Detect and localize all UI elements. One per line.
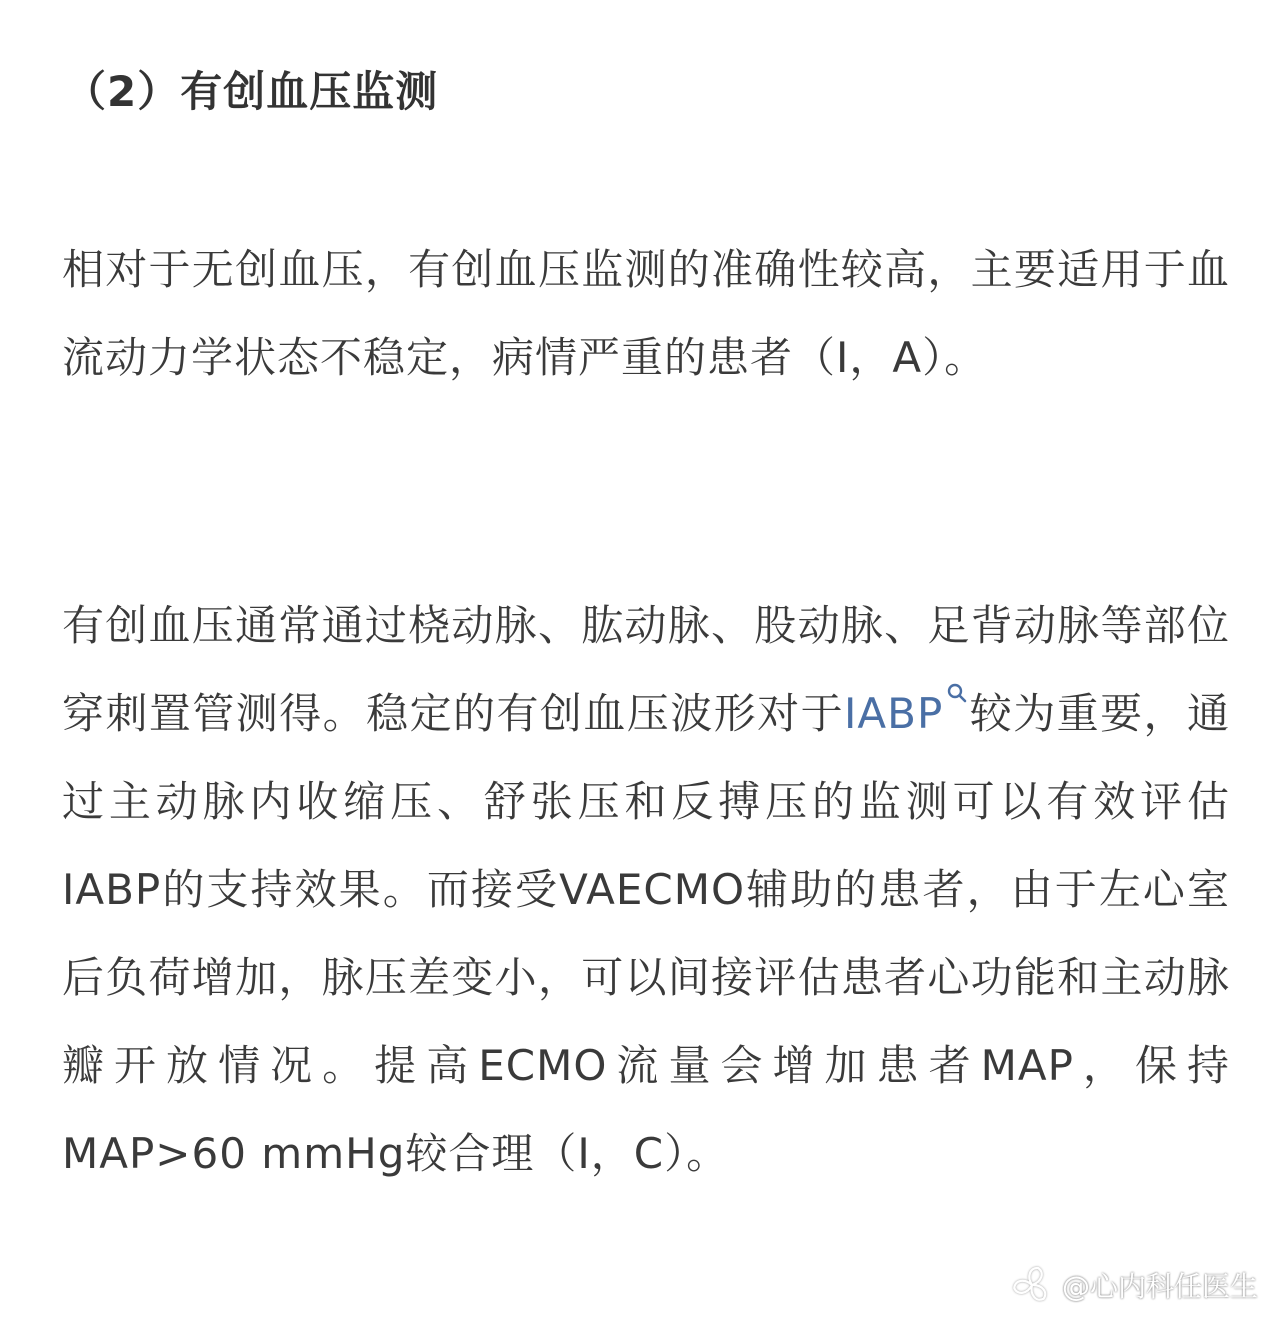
paragraph-text-after-link: 较为重要，通过主动脉内收缩压、舒张压和反搏压的监测可以有效评估IABP的支持效果。而接受VAECMO辅助的患者，由于左心室后负荷增加，脉压差变小，可以间接评估患者心功能和主动脉瓣开放情况。提高ECMO流量会增加患者MAP，保持MAP>60 mmHg较合理（Ⅰ，C）。 <box>62 689 1230 1178</box>
paragraph-text-before-link: 有创血压通常通过桡动脉、肱动脉、股动脉、足背动脉等部位穿刺置管测得。稳定的有创血压波形对于 <box>62 601 1230 738</box>
paragraph-invasive-bp-accuracy: 相对于无创血压，有创血压监测的准确性较高，主要适用于血流动力学状态不稳定，病情严重的患者（Ⅰ，A）。 <box>62 245 1230 382</box>
iabp-link[interactable]: IABP <box>844 689 944 738</box>
paragraph-invasive-bp-method <box>62 582 1230 1198</box>
watermark-text: @心内科任医生 <box>1061 1270 1258 1303</box>
weibo-flower-icon <box>1010 1263 1054 1307</box>
search-icon[interactable] <box>945 682 969 706</box>
section-heading: （2）有创血压监测 <box>64 67 439 116</box>
watermark <box>1010 1263 1258 1307</box>
